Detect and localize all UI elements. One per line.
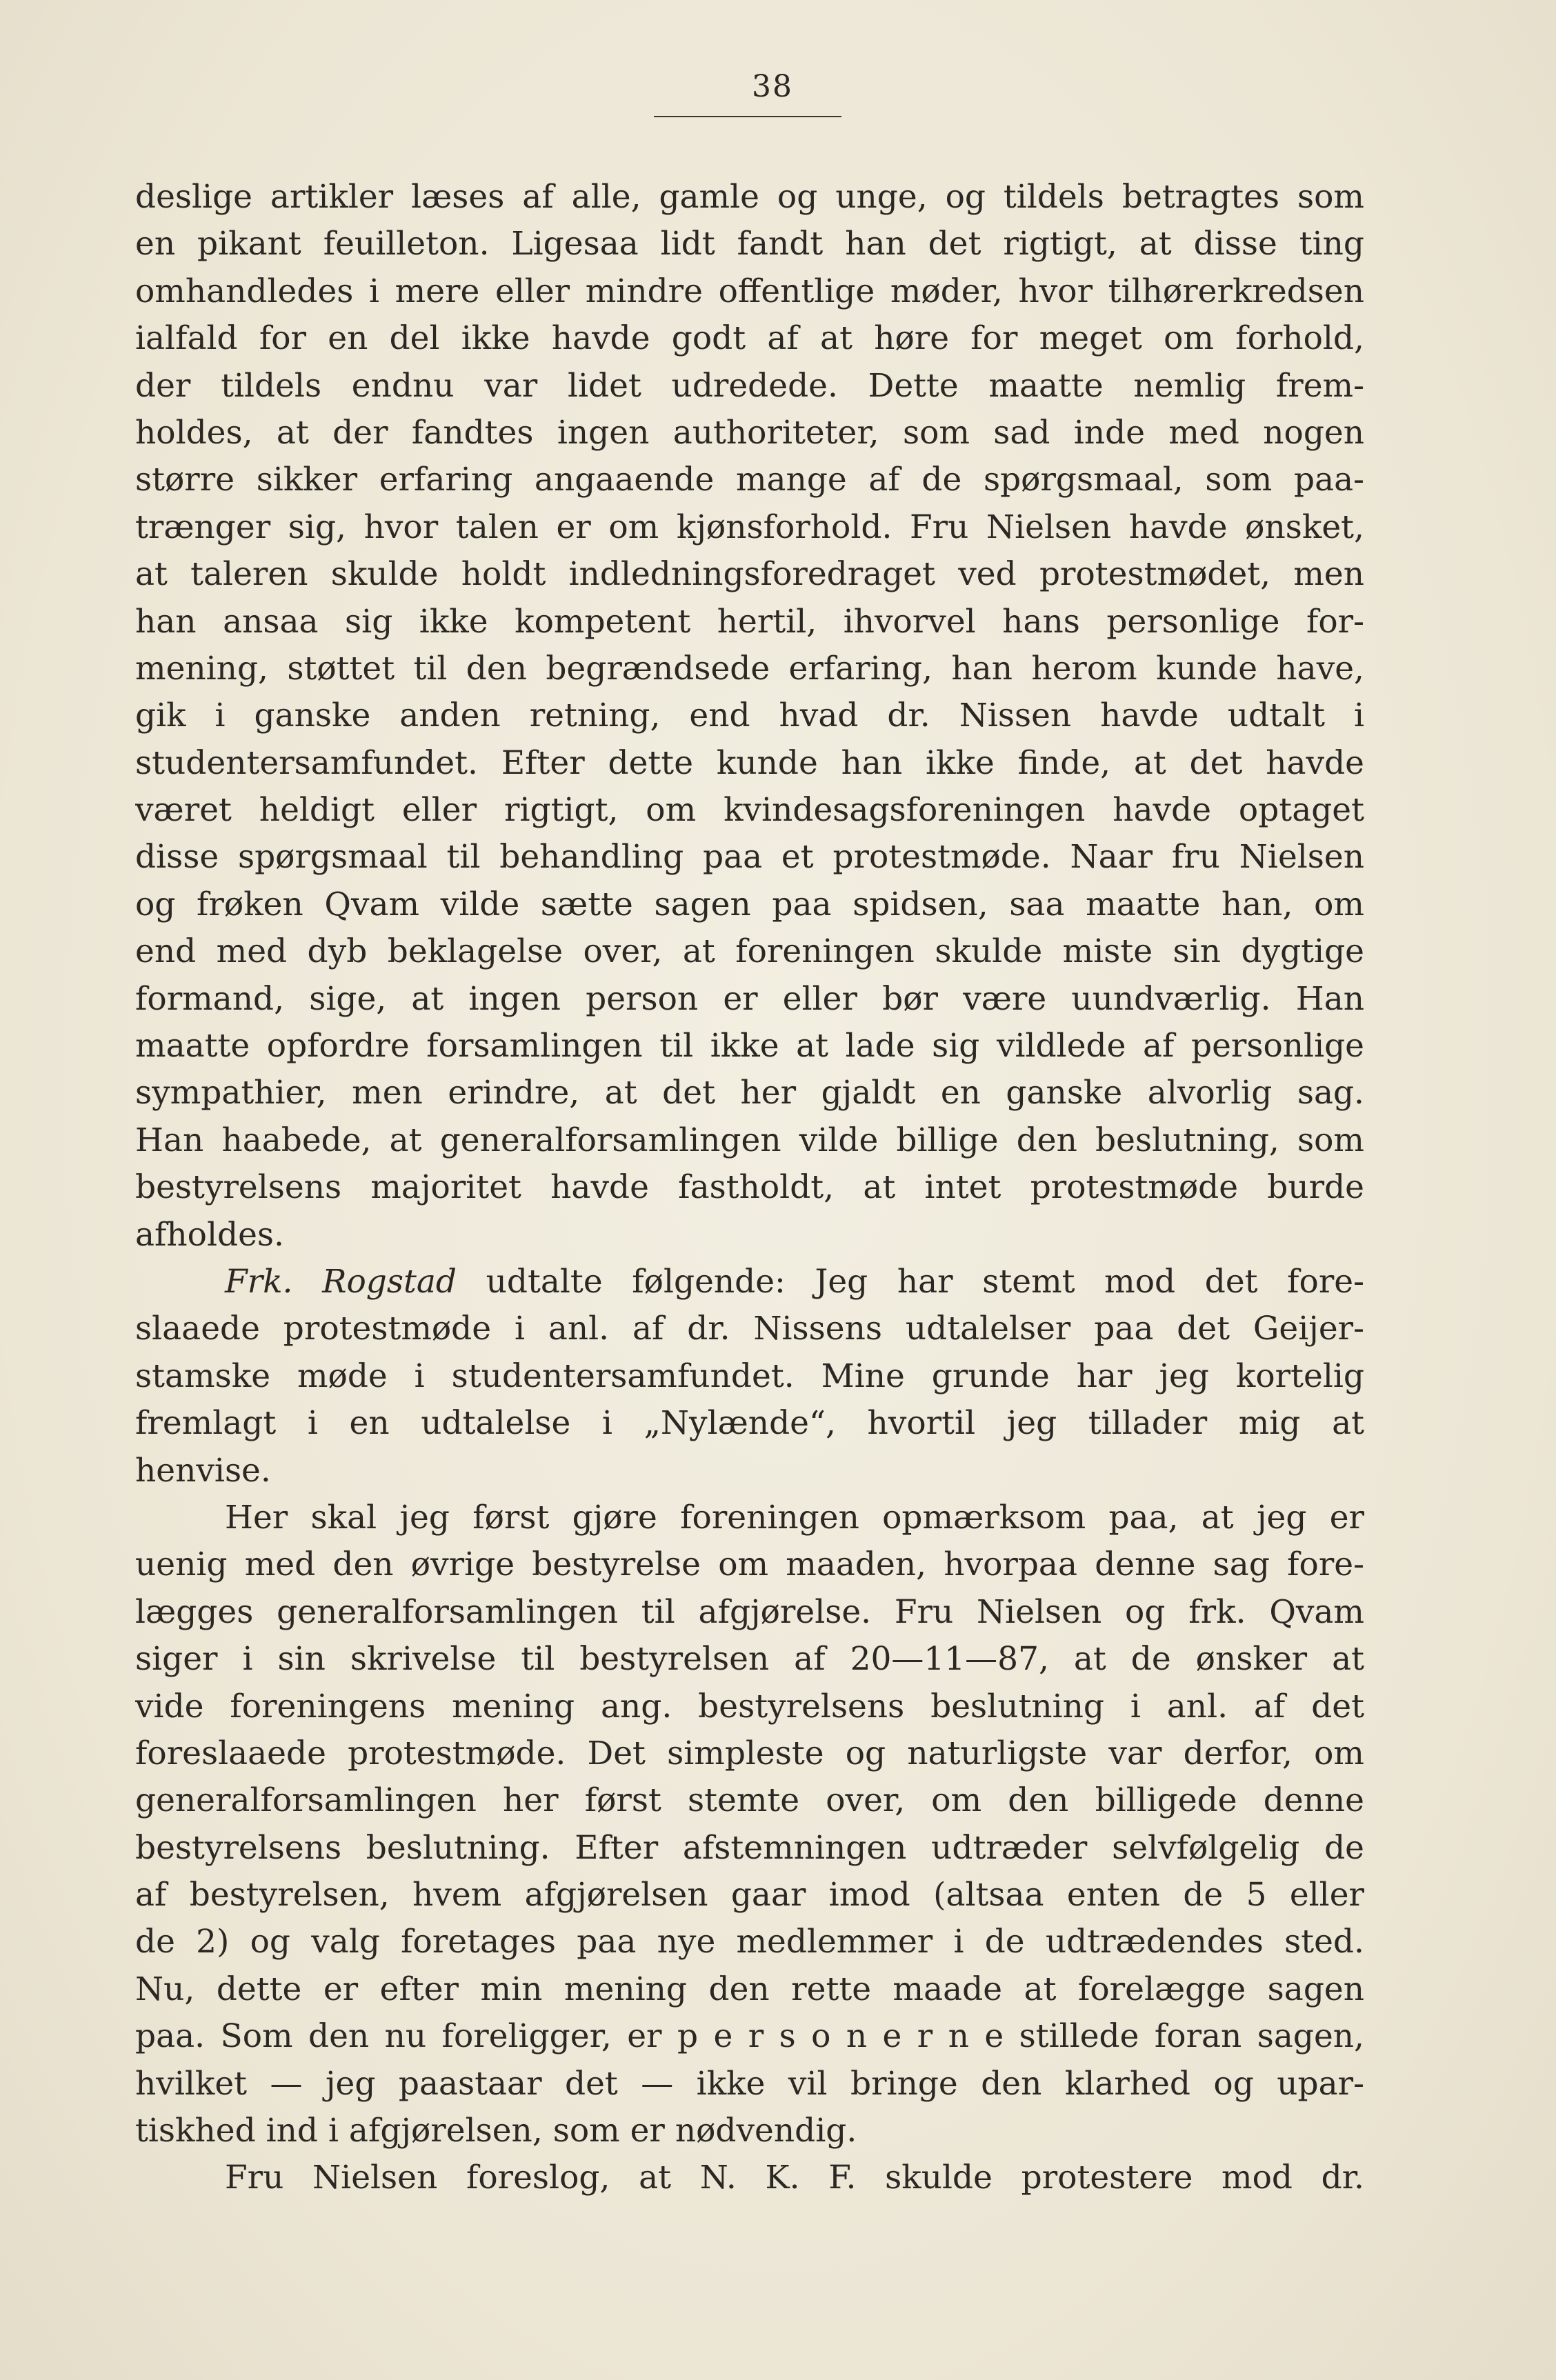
text-line: større sikker erfaring angaaende mange af de spørgsmaal, som paa- [135, 461, 1364, 499]
text-line: formand, sige, at ingen person er eller bør være uundværlig. Han [135, 979, 1364, 1018]
text-line: Fru Nielsen foreslog, at N. K. F. skulde protestere mod dr. [225, 2159, 1364, 2197]
text-line: afholdes. [135, 1215, 284, 1254]
text-line: vide foreningens mening ang. bestyrelsens beslutning i anl. af det [135, 1687, 1364, 1726]
text-line: foreslaaede protestmøde. Det simpleste og naturligste var derfor, om [135, 1734, 1364, 1772]
text-line: bestyrelsens majoritet havde fastholdt, at intet protestmøde burde [135, 1168, 1364, 1207]
speaker-name: Frk. Rogstad [225, 1262, 457, 1301]
body-text [135, 174, 1364, 2202]
text-line: en pikant feuilleton. Ligesaa lidt fandt han det rigtigt, at disse ting [135, 225, 1364, 263]
text-line: af bestyrelsen, hvem afgjørelsen gaar imod (altsaa enten de 5 eller [135, 1876, 1364, 1914]
text-line: sympathier, men erindre, at det her gjaldt en ganske alvorlig sag. [135, 1074, 1364, 1112]
text-line: de 2) og valg foretages paa nye medlemmer i de udtrædendes sted. [135, 1923, 1364, 1961]
text-line: bestyrelsens beslutning. Efter afstemningen udtræder selvfølgelig de [135, 1828, 1364, 1867]
header-rule [654, 116, 841, 117]
text-line: ialfald for en del ikke havde godt af at høre for meget om forhold, [135, 319, 1364, 358]
text-line: end med dyb beklagelse over, at foreningen skulde miste sin dygtige [135, 932, 1364, 971]
text-line: der tildels endnu var lidet udredede. Dette maatte nemlig frem- [135, 366, 1364, 405]
text-line: uenig med den øvrige bestyrelse om maaden, hvorpaa denne sag fore- [135, 1546, 1364, 1584]
text-line: han ansaa sig ikke kompetent hertil, ihvorvel hans personlige for- [135, 602, 1364, 641]
text-line: paa. Som den nu foreligger, er p e r s o n e r n e stillede foran sagen, [135, 2017, 1364, 2056]
text-line: tiskhed ind i afgjørelsen, som er nødvendig. [135, 2112, 857, 2150]
text-line: Her skal jeg først gjøre foreningen opmærksom paa, at jeg er [225, 1498, 1364, 1537]
text-line: generalforsamlingen her først stemte over, om den billigede denne [135, 1781, 1364, 1820]
page-number: 38 [752, 69, 793, 104]
text-line: henvise. [135, 1451, 271, 1490]
text-line: gik i ganske anden retning, end hvad dr. Nissen havde udtalt i [135, 697, 1364, 735]
text-line: holdes, at der fandtes ingen authoriteter, som sad inde med nogen [135, 413, 1364, 452]
text-line: Nu, dette er efter min mening den rette maade at forelægge sagen [135, 1970, 1364, 2008]
text-line: mening, støttet til den begrændsede erfaring, han herom kunde have, [135, 649, 1364, 688]
text-line: omhandledes i mere eller mindre offentlige møder, hvor tilhørerkredsen [135, 272, 1364, 310]
text-line: været heldigt eller rigtigt, om kvindesagsforeningen havde optaget [135, 791, 1364, 830]
text-line: deslige artikler læses af alle, gamle og unge, og tildels betragtes som [135, 178, 1364, 216]
text-line: at taleren skulde holdt indledningsforedraget ved protestmødet, men [135, 555, 1364, 594]
text-line: Han haabede, at generalforsamlingen vilde billige den beslutning, som [135, 1121, 1364, 1159]
text-line: stamske møde i studentersamfundet. Mine grunde har jeg kortelig [135, 1357, 1364, 1395]
text-line: studentersamfundet. Efter dette kunde han ikke finde, at det havde [135, 743, 1364, 782]
text-line: hvilket — jeg paastaar det — ikke vil bringe den klarhed og upar- [135, 2064, 1364, 2103]
text-line: siger i sin skrivelse til bestyrelsen af 20—11—87, at de ønsker at [135, 1640, 1364, 1679]
text-line: lægges generalforsamlingen til afgjørelse. Fru Nielsen og frk. Qvam [135, 1592, 1364, 1631]
text-line: trænger sig, hvor talen er om kjønsforhold. Fru Nielsen havde ønsket, [135, 508, 1364, 546]
text-line: Frk. Rogstad udtalte følgende: Jeg har stemt mod det fore- [225, 1262, 1364, 1301]
text-line: maatte opfordre forsamlingen til ikke at lade sig vildlede af personlige [135, 1027, 1364, 1066]
text-line: fremlagt i en udtalelse i „Nylænde“, hvortil jeg tillader mig at [135, 1404, 1364, 1443]
text-line: slaaede protestmøde i anl. af dr. Nissens udtalelser paa det Geijer- [135, 1310, 1364, 1348]
text-line: disse spørgsmaal til behandling paa et protestmøde. Naar fru Nielsen [135, 838, 1364, 877]
text-line: og frøken Qvam vilde sætte sagen paa spidsen, saa maatte han, om [135, 885, 1364, 923]
